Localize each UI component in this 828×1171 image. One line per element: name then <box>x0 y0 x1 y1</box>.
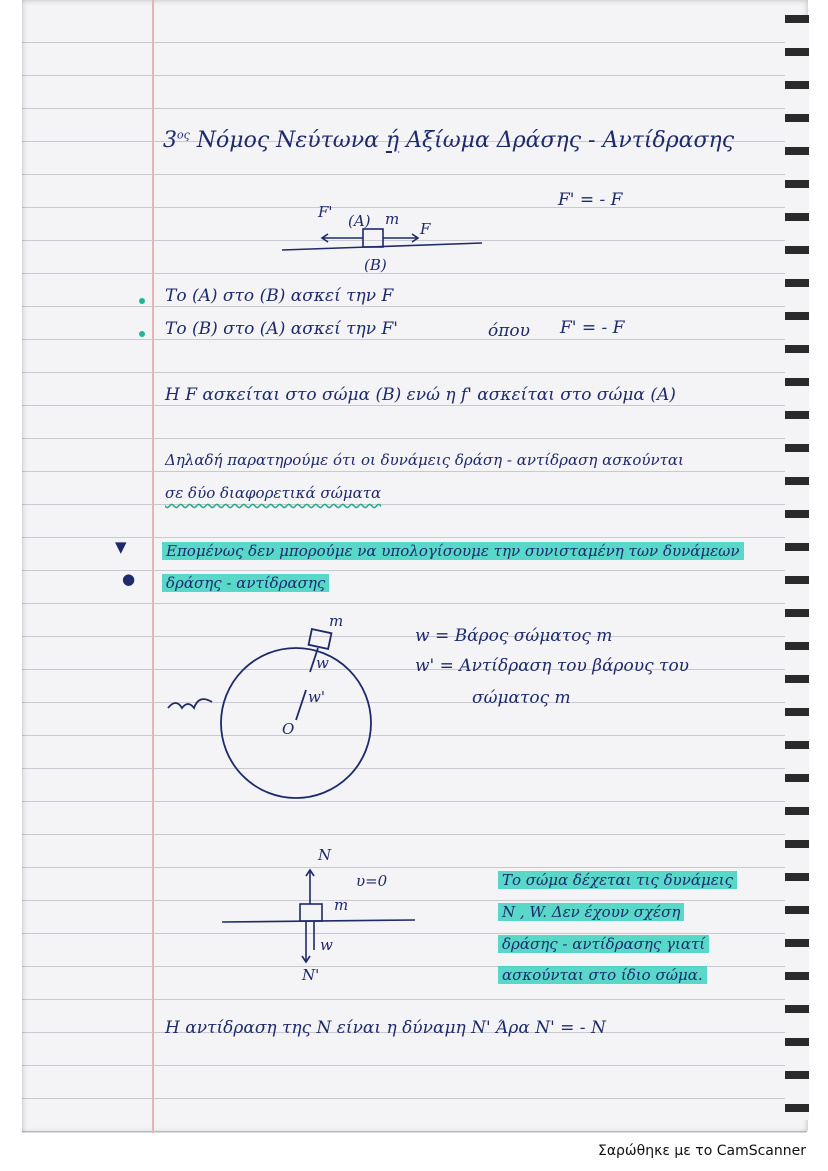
bullet-dot <box>139 298 145 304</box>
fig1-label-b: (B) <box>364 256 387 274</box>
fig2-wprime-arrow <box>296 690 306 720</box>
highlight-2-text: N , W. Δεν έχουν σχέση <box>498 903 684 921</box>
bullet-2-formula: F' = - F <box>560 318 625 338</box>
legend-symbol: w' <box>415 656 435 676</box>
heading-connector: ή <box>385 128 400 153</box>
conclusion: Η αντίδραση της N είναι η δύναμη N' Άρα N' = - N <box>165 1018 606 1038</box>
fig2-label-o: O <box>282 720 295 738</box>
fig2-block <box>309 629 332 649</box>
fig2-label-m: m <box>329 612 344 630</box>
highlight-2-line <box>498 871 737 889</box>
bullet-dot <box>139 331 145 337</box>
fig1-label-a: (A) <box>348 212 371 230</box>
fig2-diagram <box>168 629 371 798</box>
heading-ordinal-sup: ος <box>177 128 190 142</box>
fig1-right-force: F <box>420 220 431 238</box>
bullet-2-text: Το (B) στο (A) ασκεί την F' <box>165 319 398 339</box>
highlight-1-line-2 <box>162 574 329 592</box>
highlight-2-text: δράσης - αντίδρασης γιατί <box>498 935 709 953</box>
highlight-2-line <box>498 903 684 921</box>
triangle-marker-icon: ▼ <box>115 538 127 556</box>
fig3-label-m: m <box>334 896 349 914</box>
heading-ordinal: 3 <box>163 128 177 153</box>
legend-row <box>415 656 689 676</box>
note-line-1: Δηλαδή παρατηρούμε ότι οι δυνάμεις δράση - αντίδραση ασκούνται <box>165 451 684 469</box>
fig3-label-v: υ=0 <box>356 872 388 890</box>
heading-title: Νόμος Νεύτωνα <box>196 128 379 153</box>
highlight-1-line-1 <box>162 542 744 560</box>
camscanner-footer: Σαρώθηκε με το CamScanner <box>597 1143 806 1159</box>
fig2-gi-squiggle <box>168 699 212 708</box>
note-line-2: σε δύο διαφορετικά σώματα <box>165 484 382 502</box>
legend-text: = Αντίδραση του βάρους του <box>439 656 690 676</box>
fig1-block <box>363 229 383 247</box>
legend-row <box>472 688 571 708</box>
highlight-1-line-2-text: δράσης - αντίδρασης <box>162 574 329 592</box>
heading-subtitle: Αξίωμα Δράσης - Αντίδρασης <box>406 128 735 153</box>
fig1-diagram <box>282 229 482 250</box>
legend-text: = Βάρος σώματος m <box>434 626 613 646</box>
fig3-label-w: w <box>320 936 333 954</box>
highlight-2-line <box>498 935 709 953</box>
fig3-label-n-prime: N' <box>302 966 320 984</box>
legend-symbol: w <box>415 626 430 646</box>
legend-text: σώματος m <box>472 688 571 708</box>
bullet-1-text: Το (A) στο (B) ασκεί την F <box>165 286 394 306</box>
bullet-2-extra: όπου <box>488 321 530 341</box>
fig3-block <box>300 904 322 921</box>
circle-marker-icon: ● <box>122 570 136 588</box>
highlight-1-line-1-text: Επομένως δεν μπορούμε να υπολογίσουμε την συνισταμένη των δυνάμεων <box>162 542 744 560</box>
fig2-label-w-prime: w' <box>308 688 325 706</box>
legend-row <box>415 626 612 646</box>
fig2-label-w: w <box>316 654 329 672</box>
highlight-2-line <box>498 966 707 984</box>
highlight-2-text: Το σώμα δέχεται τις δυνάμεις <box>498 871 737 889</box>
fig1-label-m: m <box>385 210 400 228</box>
highlight-2-text: ασκούνται στο ίδιο σώμα. <box>498 966 707 984</box>
fig3-label-n: N <box>318 846 332 864</box>
formula-top: F' = - F <box>558 190 623 210</box>
fig2-earth-circle <box>221 648 371 798</box>
fig1-left-force: F' <box>318 203 333 221</box>
statement: Η F ασκείται στο σώμα (B) ενώ η f' ασκείται στο σώμα (A) <box>165 385 676 405</box>
